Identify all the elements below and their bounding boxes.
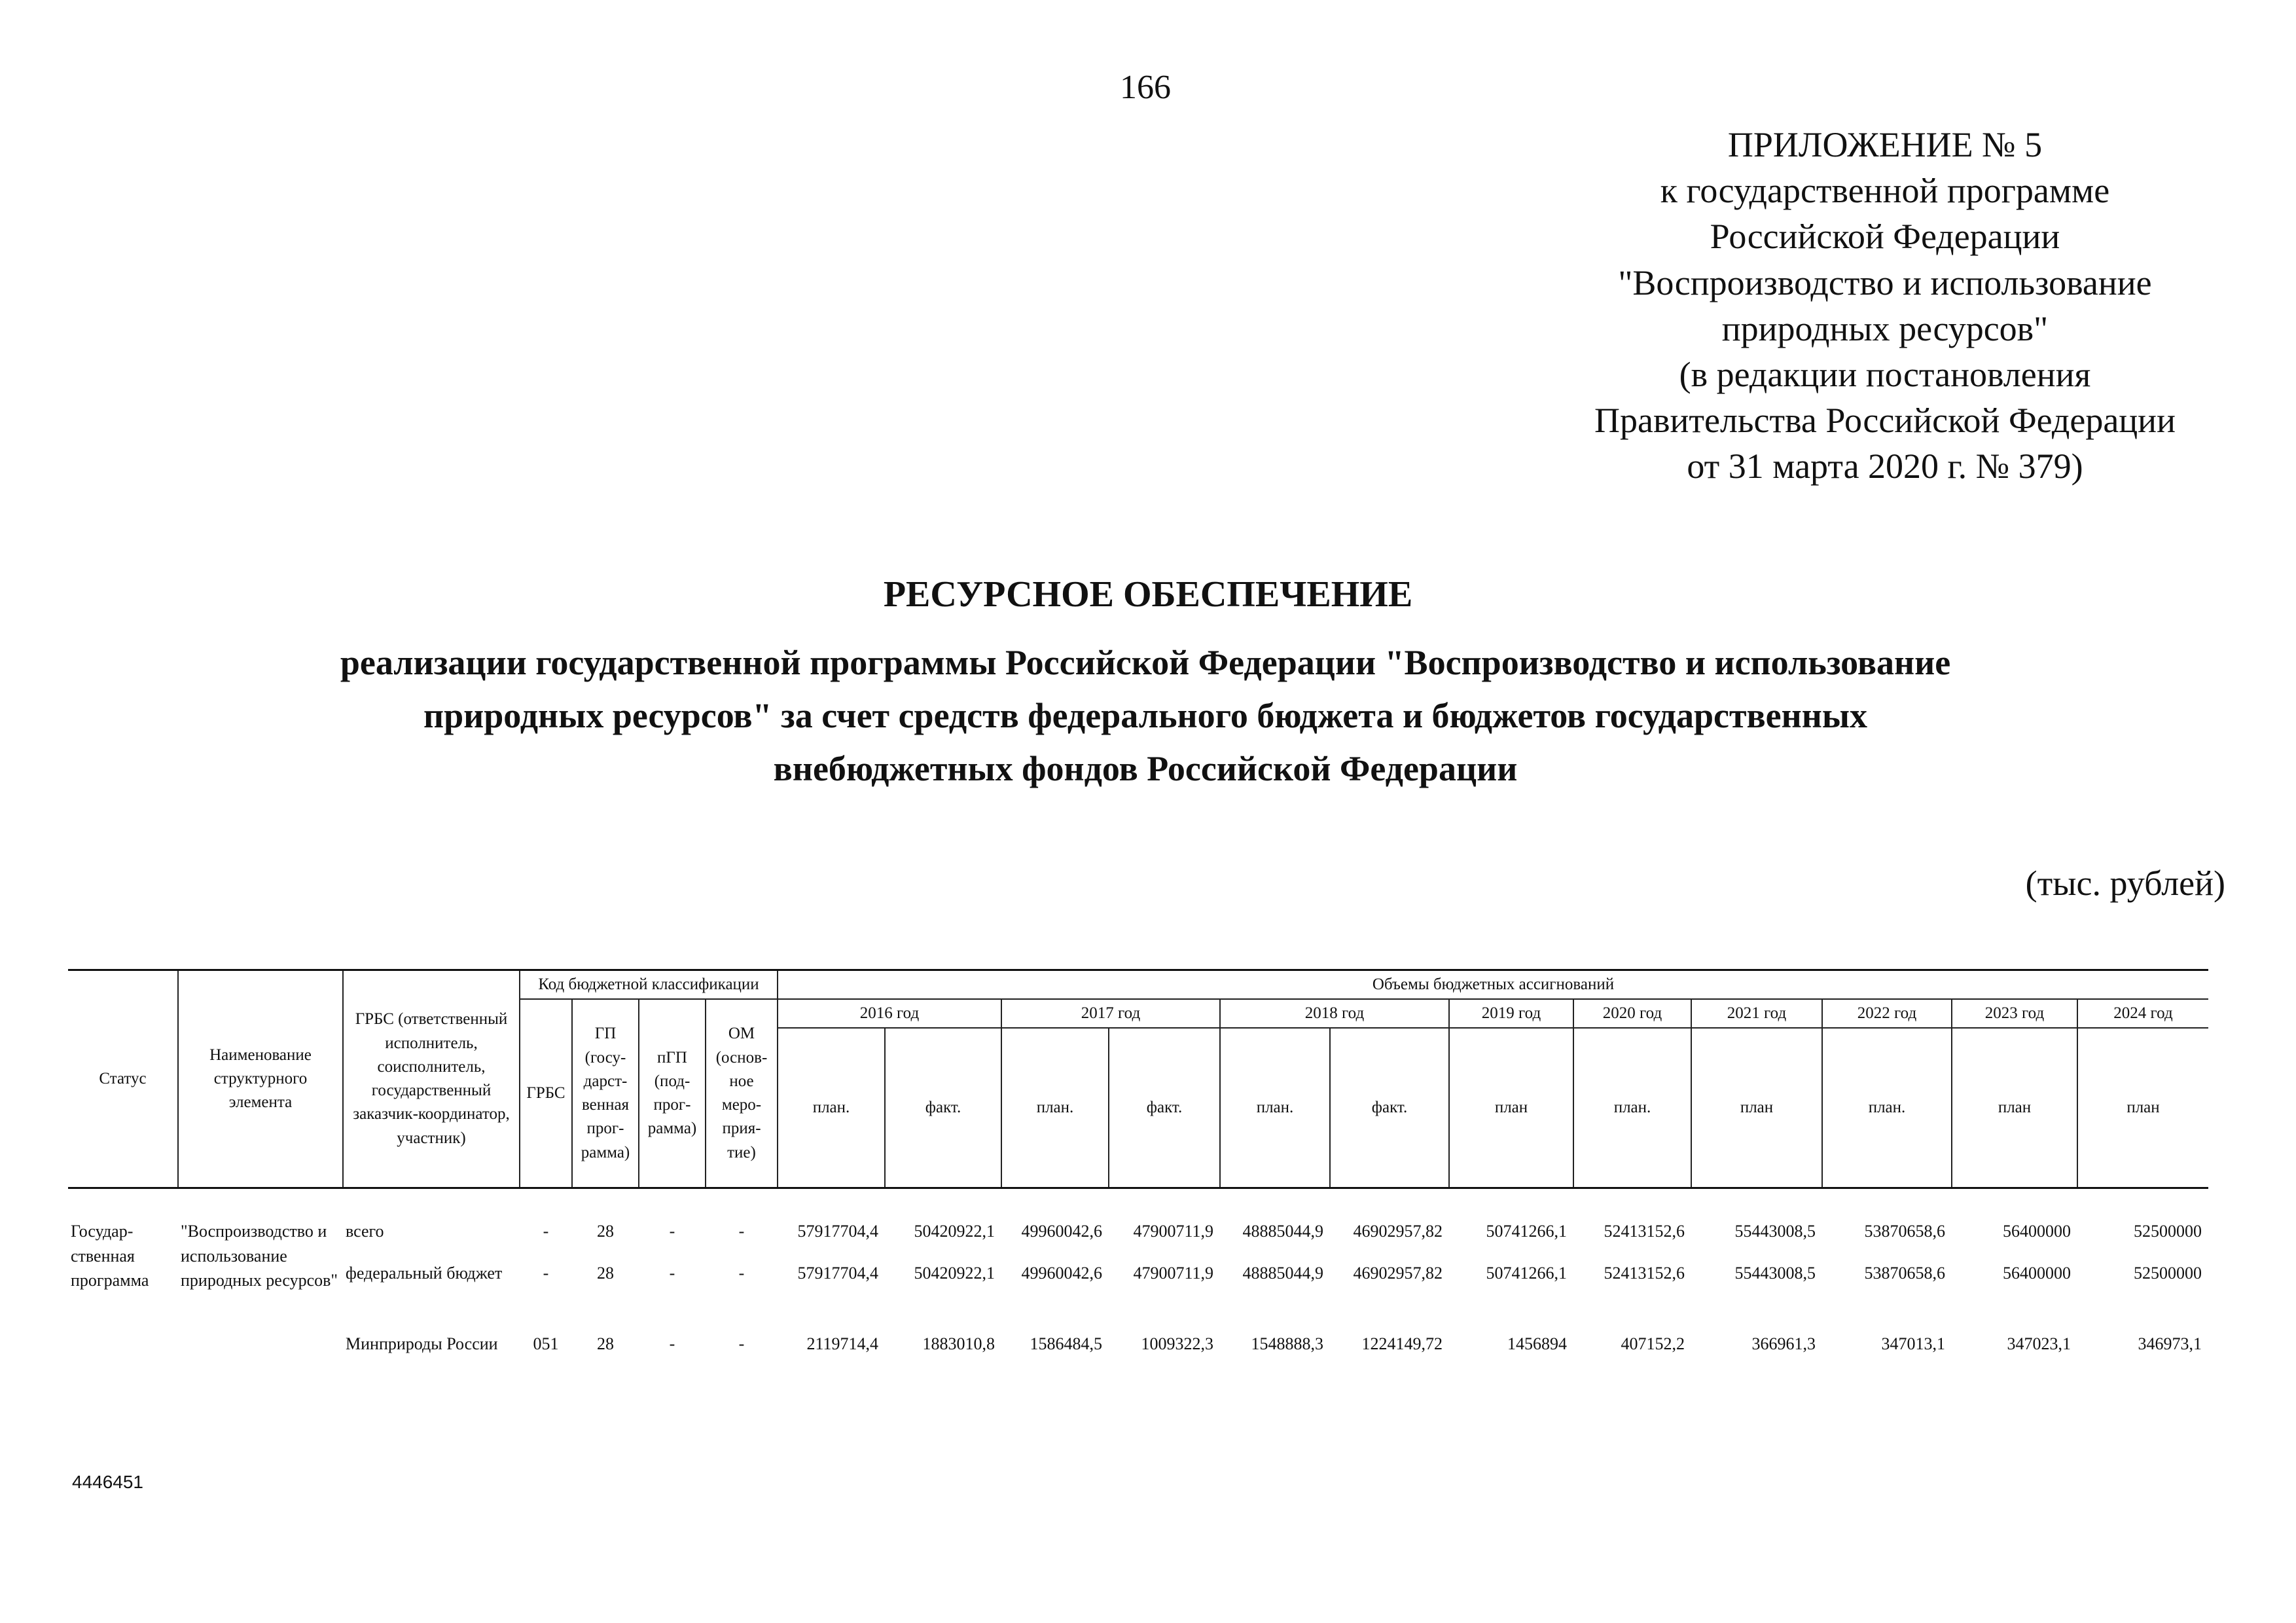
header-year: 2020 год bbox=[1573, 999, 1691, 1028]
value-cell: 57917704,4 bbox=[797, 1222, 878, 1241]
value-cell: 53870658,6 bbox=[1864, 1264, 1945, 1283]
appendix-line: от 31 марта 2020 г. № 379) bbox=[1687, 447, 2083, 486]
header-subcol: план bbox=[1952, 1028, 2077, 1188]
value-cell: 52413152,6 bbox=[1604, 1222, 1685, 1241]
value-cell: 48885044,9 bbox=[1242, 1222, 1323, 1241]
value-cell: 55443008,5 bbox=[1734, 1264, 1816, 1283]
header-year: 2019 год bbox=[1449, 999, 1573, 1028]
value-cell: 50420922,1 bbox=[914, 1264, 995, 1283]
value-cell: 1586484,5 bbox=[1030, 1334, 1102, 1353]
header-year: 2016 год bbox=[778, 999, 1001, 1028]
code-om-cell: - bbox=[738, 1334, 745, 1353]
units-label: (тыс. рублей) bbox=[2025, 864, 2225, 903]
value-cell: 50741266,1 bbox=[1486, 1222, 1567, 1241]
value-cell: 366961,3 bbox=[1751, 1334, 1816, 1353]
header-year: 2018 год bbox=[1220, 999, 1449, 1028]
table-row bbox=[68, 1257, 2208, 1328]
header-volumes-group: Объемы бюджетных ассигнований bbox=[778, 970, 2208, 1000]
value-cell: 52500000 bbox=[2134, 1222, 2202, 1241]
appendix-line: "Воспроизводство и использование bbox=[1618, 263, 2152, 302]
header-year: 2022 год bbox=[1822, 999, 1952, 1028]
header-subcol: план. bbox=[778, 1028, 885, 1188]
value-cell: 56400000 bbox=[2003, 1264, 2071, 1283]
value-cell: 1883010,8 bbox=[922, 1334, 995, 1353]
value-cell: 48885044,9 bbox=[1242, 1264, 1323, 1283]
header-code-pgp: пГП (под-прог-рамма) bbox=[639, 999, 706, 1188]
value-cell: 53870658,6 bbox=[1864, 1222, 1945, 1241]
code-pgp-cell: - bbox=[669, 1222, 675, 1241]
subtitle-line: природных ресурсов" за счет средств федерального бюджета и бюджетов государственных bbox=[423, 696, 1867, 735]
document-id: 4446451 bbox=[72, 1472, 144, 1492]
participant-cell: всего bbox=[346, 1222, 384, 1241]
document-title: РЕСУРСНОЕ ОБЕСПЕЧЕНИЕ bbox=[883, 574, 1413, 615]
code-pgp-cell: - bbox=[669, 1334, 675, 1353]
header-subcol: план. bbox=[1573, 1028, 1691, 1188]
header-year: 2021 год bbox=[1691, 999, 1822, 1028]
code-gp-cell: 28 bbox=[597, 1334, 614, 1353]
value-cell: 46902957,82 bbox=[1353, 1264, 1443, 1283]
participant-cell: федеральный бюджет bbox=[346, 1264, 503, 1283]
appendix-line: ПРИЛОЖЕНИЕ № 5 bbox=[1727, 125, 2043, 164]
page-number: 166 bbox=[1120, 69, 1171, 106]
appendix-line: (в редакции постановления bbox=[1679, 354, 2091, 394]
value-cell: 46902957,82 bbox=[1353, 1222, 1443, 1241]
appendix-line: к государственной программе bbox=[1660, 171, 2110, 211]
document-subtitle bbox=[164, 636, 2127, 795]
value-cell: 1009322,3 bbox=[1141, 1334, 1213, 1353]
value-cell: 56400000 bbox=[2003, 1222, 2071, 1241]
value-cell: 50420922,1 bbox=[914, 1222, 995, 1241]
header-code-gp: ГП (госу-дарст-венная прог-рамма) bbox=[572, 999, 639, 1188]
value-cell: 52500000 bbox=[2134, 1264, 2202, 1283]
value-cell: 347013,1 bbox=[1881, 1334, 1945, 1353]
value-cell: 1224149,72 bbox=[1361, 1334, 1443, 1353]
appendix-header bbox=[1545, 122, 2225, 490]
value-cell: 1456894 bbox=[1507, 1334, 1567, 1353]
header-year: 2024 год bbox=[2077, 999, 2208, 1028]
header-year: 2023 год bbox=[1952, 999, 2077, 1028]
code-om-cell: - bbox=[738, 1222, 745, 1241]
header-element-name: Наименование структурного элемента bbox=[178, 970, 343, 1188]
header-subcol: факт. bbox=[885, 1028, 1001, 1188]
value-cell: 57917704,4 bbox=[797, 1264, 878, 1283]
value-cell: 55443008,5 bbox=[1734, 1222, 1816, 1241]
code-pgp-cell: - bbox=[669, 1264, 675, 1283]
status-cell: Государ-ственная программа bbox=[71, 1222, 149, 1290]
code-grbs-cell: - bbox=[543, 1264, 549, 1283]
appendix-line: Российской Федерации bbox=[1710, 217, 2060, 257]
value-cell: 52413152,6 bbox=[1604, 1264, 1685, 1283]
header-subcol: план. bbox=[1220, 1028, 1330, 1188]
subtitle-line: внебюджетных фондов Российской Федерации bbox=[773, 749, 1518, 788]
value-cell: 347023,1 bbox=[2007, 1334, 2071, 1353]
header-subcol: план bbox=[1691, 1028, 1822, 1188]
header-subcol: факт. bbox=[1330, 1028, 1449, 1188]
header-subcol: план. bbox=[1001, 1028, 1109, 1188]
header-subcol: факт. bbox=[1109, 1028, 1220, 1188]
table-row bbox=[68, 1215, 2208, 1257]
code-gp-cell: 28 bbox=[597, 1222, 614, 1241]
code-grbs-cell: 051 bbox=[533, 1334, 559, 1353]
header-year: 2017 год bbox=[1001, 999, 1220, 1028]
value-cell: 2119714,4 bbox=[806, 1334, 878, 1353]
budget-table bbox=[68, 969, 2208, 1398]
header-code-group: Код бюджетной классификации bbox=[520, 970, 778, 1000]
value-cell: 407152,2 bbox=[1621, 1334, 1685, 1353]
header-subcol: план bbox=[1449, 1028, 1573, 1188]
value-cell: 49960042,6 bbox=[1021, 1222, 1102, 1241]
subtitle-line: реализации государственной программы Российской Федерации "Воспроизводство и использование bbox=[340, 643, 1951, 682]
header-code-om: ОМ (основ-ное меро-прия-тие) bbox=[706, 999, 778, 1188]
table-row bbox=[68, 1328, 2208, 1398]
header-grbs-participant: ГРБС (ответственный исполнитель, соисполнитель, государственный заказчик-координатор, участник) bbox=[343, 970, 520, 1188]
value-cell: 346973,1 bbox=[2138, 1334, 2202, 1353]
header-subcol: план. bbox=[1822, 1028, 1952, 1188]
code-om-cell: - bbox=[738, 1264, 745, 1283]
header-status: Статус bbox=[68, 970, 178, 1188]
code-grbs-cell: - bbox=[543, 1222, 549, 1241]
value-cell: 47900711,9 bbox=[1133, 1222, 1213, 1241]
element-name-cell: "Воспроизводство и использование природных ресурсов" bbox=[181, 1222, 338, 1290]
value-cell: 47900711,9 bbox=[1133, 1264, 1213, 1283]
appendix-line: Правительства Российской Федерации bbox=[1594, 401, 2176, 441]
appendix-line: природных ресурсов" bbox=[1721, 308, 2049, 348]
participant-cell: Минприроды России bbox=[346, 1334, 498, 1353]
header-code-grbs: ГРБС bbox=[520, 999, 572, 1188]
value-cell: 50741266,1 bbox=[1486, 1264, 1567, 1283]
value-cell: 49960042,6 bbox=[1021, 1264, 1102, 1283]
code-gp-cell: 28 bbox=[597, 1264, 614, 1283]
value-cell: 1548888,3 bbox=[1251, 1334, 1323, 1353]
header-subcol: план bbox=[2077, 1028, 2208, 1188]
